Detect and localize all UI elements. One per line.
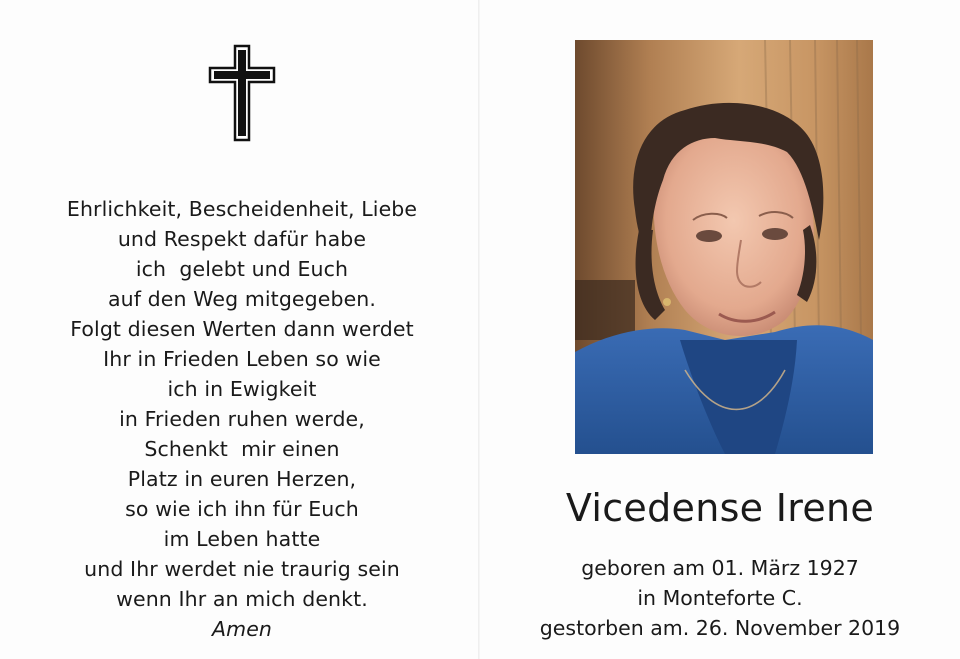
- death-date: gestorben am. 26. November 2019: [539, 616, 901, 640]
- right-panel: [480, 0, 960, 659]
- birth-date: geboren am 01. März 1927: [581, 556, 859, 580]
- poem-line: in Frieden ruhen werde,: [119, 407, 365, 431]
- poem-line: wenn Ihr an mich denkt.: [116, 587, 368, 611]
- poem-line: auf den Weg mitgegeben.: [107, 287, 377, 311]
- portrait-illustration: [575, 40, 873, 454]
- poem: [20, 194, 464, 644]
- poem-line: Ehrlichkeit, Bescheidenheit, Liebe: [66, 197, 418, 221]
- left-panel: [0, 0, 478, 659]
- poem-line: so wie ich ihn für Euch: [125, 497, 359, 521]
- poem-line: ich gelebt und Euch: [135, 257, 349, 281]
- poem-closing: Amen: [212, 617, 272, 641]
- poem-line: und Ihr werdet nie traurig sein: [84, 557, 400, 581]
- birth-place: in Monteforte C.: [637, 586, 803, 610]
- deceased-name: Vicedense Irene: [565, 486, 875, 530]
- poem-line: im Leben hatte: [163, 527, 321, 551]
- poem-line: ich in Ewigkeit: [167, 377, 317, 401]
- poem-line: Folgt diesen Werten dann werdet: [70, 317, 414, 341]
- poem-line: Schenkt mir einen: [144, 437, 340, 461]
- poem-line: Platz in euren Herzen,: [127, 467, 357, 491]
- cross-icon: [208, 44, 276, 142]
- life-details: [480, 553, 960, 643]
- portrait-photo: [575, 40, 873, 454]
- poem-line: Ihr in Frieden Leben so wie: [103, 347, 381, 371]
- poem-line: und Respekt dafür habe: [117, 227, 367, 251]
